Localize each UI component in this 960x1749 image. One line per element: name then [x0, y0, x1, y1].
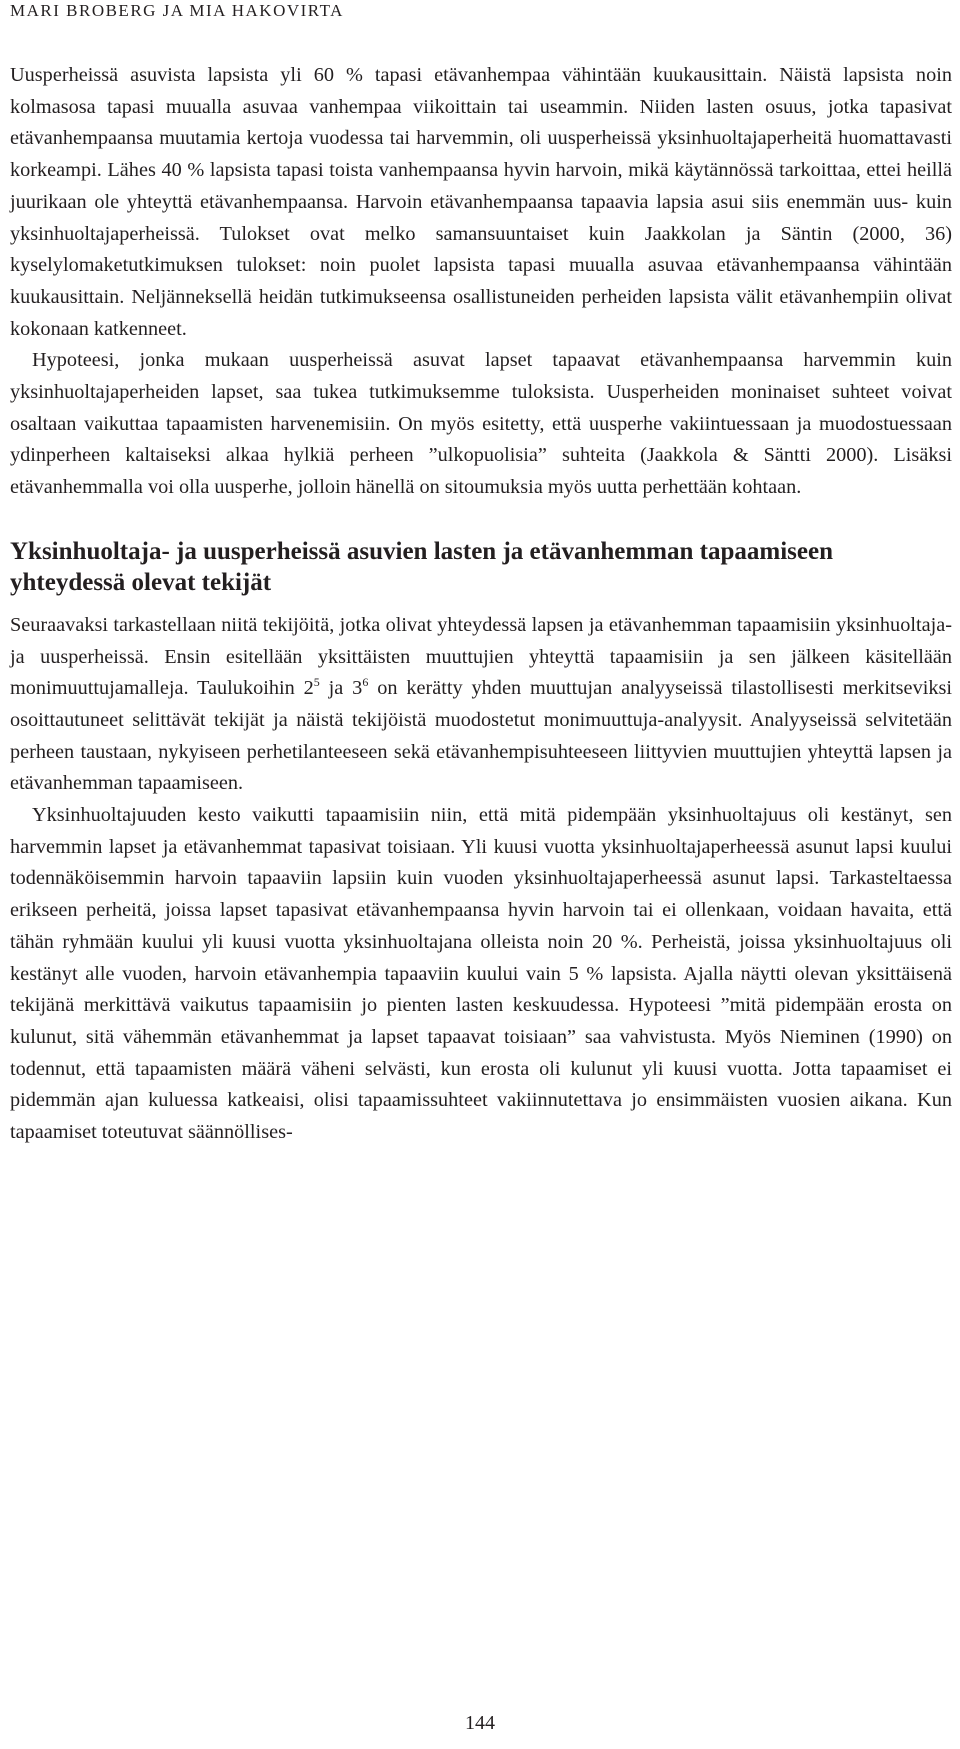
- paragraph-3-part-c: on kerätty yhden muuttujan analyyseissä tilastollisesti merkitseviksi osoittautuneet selittävät tekijät ja näistä tekijöistä muodostetut monimuuttuja-analyysit. Analyyseissä selvitetään perheen taustaan, nykyiseen perhetilanteeseen sekä etävanhempisuhteeseen liittyvien muuttujien yhteyttä lapsen ja etävanhemman tapaamiseen.: [10, 677, 953, 795]
- page-body: [10, 60, 952, 1149]
- paragraph-4: Yksinhuoltajuuden kesto vaikutti tapaamisiin niin, että mitä pidempään yksinhuoltajuus oli kestänyt, sen harvemmin lapset ja etävanhemmat tapasivat toisiaan. Yli kuusi vuotta yksinhuoltajaperheessä asunut lapsi kuului todennäköisemmin harvoin tapaaviin lapsiin kuin vuoden yksinhuoltajaperheessä asunut lapsi. Tarkasteltaessa erikseen perheitä, joissa lapset tapasivat etävanhempaansa hyvin harvoin tai ei ollenkaan, voidaan havaita, että tähän ryhmään kuului yli kuusi vuotta yksinhuoltajana olleista noin 20 %. Perheistä, joissa yksinhuoltajuus oli kestänyt alle vuoden, harvoin etävanhempia tapaaviin kuului vain 5 % lapsista. Ajalla näytti olevan yksittäisenä tekijänä merkittävä vaikutus tapaamisiin jo pienten lasten keskuudessa. Hypoteesi ”mitä pidempään erosta on kulunut, sitä vähemmän etävanhemmat ja lapset tapaavat toisiaan” saa vahvistusta. Myös Nieminen (1990) on todennut, että tapaamisten määrä väheni selvästi, kun erosta oli kulunut yli kuusi vuotta. Jotta tapaamiset ei pidemmän ajan kuluessa katkeaisi, olisi tapaamissuhteet vakiinnutettava jo ensimmäisten vuosien aikana. Kun tapaamiset toteutuvat säännöllises-: [10, 804, 952, 1144]
- paragraph-2: Hypoteesi, jonka mukaan uusperheissä asuvat lapset tapaavat etävanhempaansa harvemmin kuin yksinhuoltajaperheiden lapset, saa tukea tutkimuksemme tuloksista. Uusperheiden moninaiset suhteet voivat osaltaan vaikuttaa tapaamisten harvenemisiin. On myös esitetty, että uusperhe vakiintuessaan ja muodostuessaan ydinperheen kaltaiseksi alkaa hylkiä perheen ”ulkopuolisia” suhteita (Jaakkola & Säntti 2000). Lisäksi etävanhemmalla voi olla uusperhe, jolloin hänellä on sitoumuksia myös uutta perhettään kohtaan.: [10, 349, 952, 499]
- paragraph-1: Uusperheissä asuvista lapsista yli 60 % tapasi etävanhempaa vähintään kuukausittain. Näistä lapsista noin kolmasosa tapasi muualla asuvaa vanhempaa viikoittain tai useammin. Niiden lasten osuus, jotka tapasivat etävanhempaansa muutamia kertoja vuodessa tai harvemmin, oli uusperheissä yksinhuoltajaperheitä huomattavasti korkeampi. Lähes 40 % lapsista tapasi toista vanhempaansa hyvin harvoin, mikä käytännössä tarkoittaa, ettei heillä juurikaan ole yhteyttä etävanhempaansa. Harvoin etävanhempaansa tapaavia lapsia asui siis enemmän uus- kuin yksinhuoltajaperheissä. Tulokset ovat melko samansuuntaiset kuin Jaakkolan ja Säntin (2000, 36) kyselylomaketutkimuksen tulokset: noin puolet lapsista tapasi muualla asuvaa etävanhempaansa vähintään kuukausittain. Neljänneksellä heidän tutkimukseensa osallistuneiden perheiden lapsista välit etävanhempiin olivat kokonaan katkenneet.: [10, 64, 952, 340]
- paragraph-3-part-a: Seuraavaksi tarkastellaan niitä tekijöitä, jotka olivat yhteydessä lapsen ja etävanhemman tapaamisiin yksinhuoltaja- ja uusperheissä. Ensin esitellään yksittäisten muuttujien yhteyttä tapaamisiin ja sen jälkeen käsitellään monimuuttujamalleja. Taulukoihin 2: [10, 613, 952, 700]
- page-number: 144: [465, 1712, 495, 1734]
- section-heading: Yksinhuoltaja- ja uusperheissä asuvien lasten ja etävanhemman tapaamiseen yhteydessä olevat tekijät: [10, 537, 833, 596]
- running-head: MARI BROBERG JA MIA HAKOVIRTA: [10, 1, 344, 20]
- paragraph-3: [10, 610, 952, 800]
- footnote-marker-5[interactable]: 5: [313, 675, 320, 690]
- paragraph-3-part-b: ja 3: [319, 677, 363, 700]
- footnote-marker-6[interactable]: 6: [362, 675, 369, 690]
